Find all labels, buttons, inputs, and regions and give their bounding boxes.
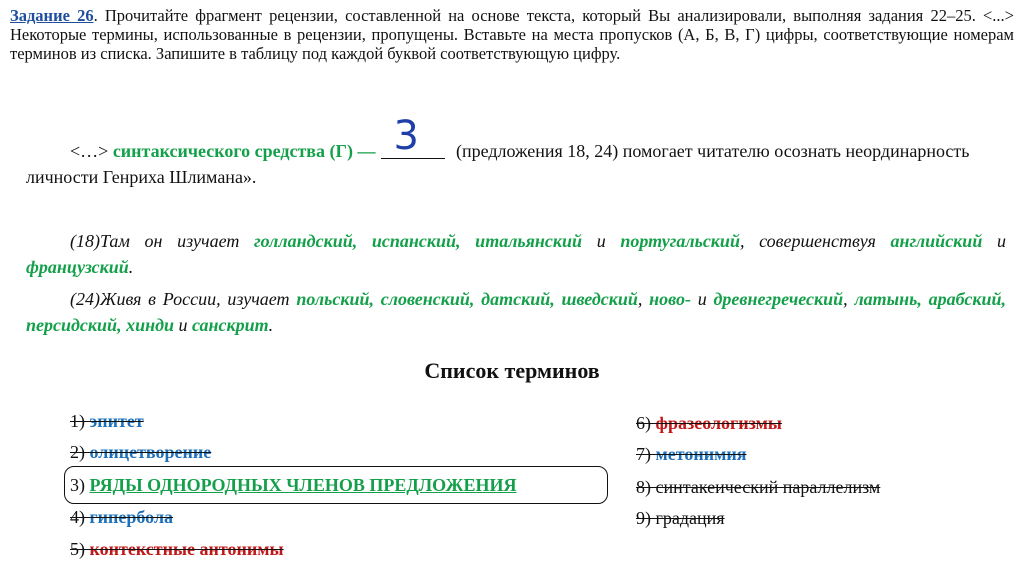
task-text: . Прочитайте фрагмент рецензии, составленной на основе текста, который Вы анализировали, выполняя задания 22–25. <...> Некоторые термины, использованные в рецензии, пропущены. Вставьте на места пропусков (А, Б, В, Г) цифры, соответствующие номерам терминов из списка. Запишите в таблицу под каждой буквой соответствующую цифру. (10, 6, 1014, 63)
term-number: 6) (636, 413, 651, 433)
handwritten-answer: 3 (393, 113, 419, 159)
ex-part: и (174, 315, 193, 335)
term-label: метонимия (655, 444, 747, 464)
ex-part: и (690, 289, 714, 309)
term-label: синтакеический параллелизм (655, 477, 881, 497)
term-label: контекстные антонимы (89, 539, 284, 559)
ex-part-highlight: голландский, испанский, итальянский (253, 231, 583, 251)
ex-part-highlight: французский (26, 257, 129, 277)
answer-blank[interactable] (381, 113, 445, 159)
term-label: РЯДЫ ОДНОРОДНЫХ ЧЛЕНОВ ПРЕДЛОЖЕНИЯ (89, 475, 517, 495)
term-6[interactable] (636, 412, 782, 434)
term-number: 3) (70, 475, 85, 495)
term-number: 1) (70, 411, 85, 431)
example-sentence-24 (26, 286, 1006, 338)
term-number: 8) (636, 477, 651, 497)
ex-part: , совершенствуя (739, 231, 891, 251)
ex-part: и (582, 231, 621, 251)
ex-part: , (637, 289, 650, 309)
ex-part: . (268, 315, 274, 335)
term-number: 9) (636, 508, 651, 528)
term-5[interactable] (70, 538, 284, 560)
task-number: Задание 26 (10, 6, 94, 25)
term-7[interactable] (636, 443, 746, 465)
review-prefix: <…> (70, 141, 113, 161)
ex-part-highlight: ново- (649, 289, 691, 309)
term-4[interactable] (70, 506, 173, 528)
term-9[interactable] (636, 507, 725, 529)
term-8[interactable] (636, 476, 880, 498)
review-suffix: (предложения 18, 24) помогает читателю осознать неординарность личности Генриха Шлимана». (26, 141, 970, 187)
term-label: гипербола (89, 507, 174, 527)
ex-part-highlight: английский (890, 231, 983, 251)
ex-part-highlight: санскрит (192, 315, 269, 335)
review-fragment (26, 113, 1006, 190)
example-sentence-18 (26, 228, 1006, 280)
term-number: 2) (70, 442, 85, 462)
term-1[interactable] (70, 410, 144, 432)
ex-part: (18)Там он изучает (70, 231, 254, 251)
ex-part: и (982, 231, 1006, 251)
term-2[interactable] (70, 441, 211, 463)
terms-list-title: Список терминов (424, 358, 600, 383)
ex-part-highlight: португальский (620, 231, 740, 251)
ex-part: (24)Живя в России, изучает (70, 289, 297, 309)
ex-part: , (843, 289, 855, 309)
task-instructions (10, 6, 1014, 63)
term-number: 7) (636, 444, 651, 464)
term-label: олицетворение (89, 442, 212, 462)
review-bold-phrase: синтаксического средства (Г) — (112, 141, 376, 161)
ex-part-highlight: латынь, арабский, персидский, хинди (26, 289, 1007, 335)
term-label: эпитет (89, 411, 144, 431)
ex-part-highlight: польский, словенский, датский, шведский (296, 289, 638, 309)
term-label: фразеологизмы (655, 413, 782, 433)
ex-part-highlight: древнегреческий (713, 289, 844, 309)
term-number: 4) (70, 507, 85, 527)
term-3-selected[interactable] (70, 474, 517, 496)
ex-part: . (128, 257, 134, 277)
term-label: градация (655, 508, 725, 528)
term-number: 5) (70, 539, 85, 559)
